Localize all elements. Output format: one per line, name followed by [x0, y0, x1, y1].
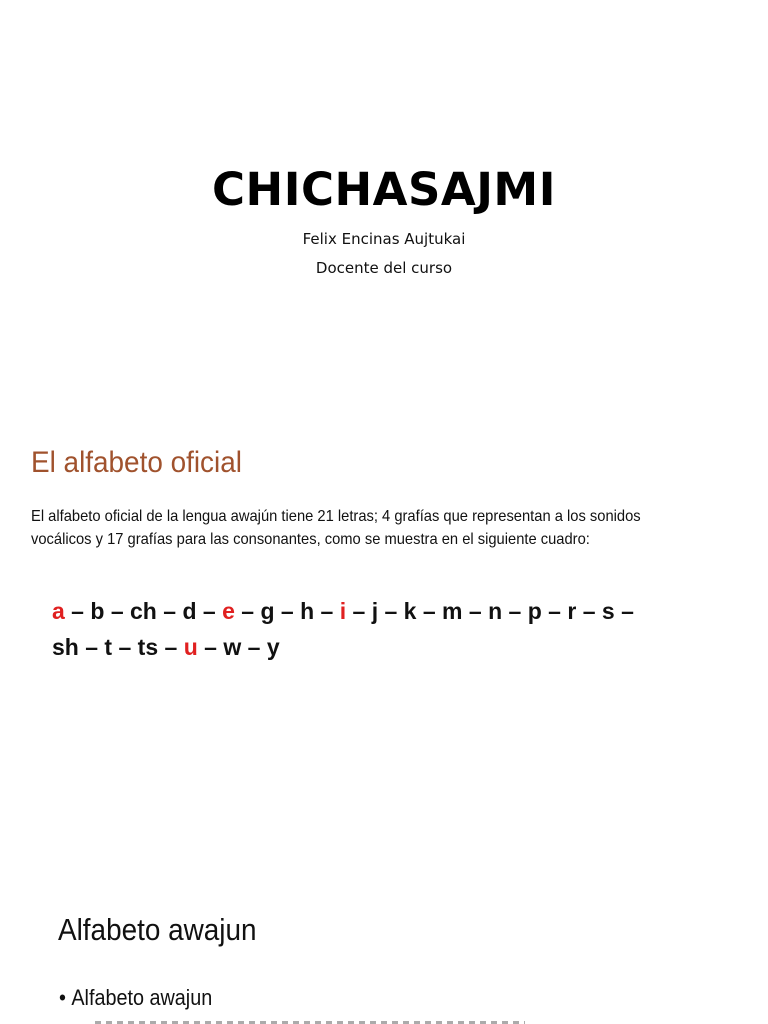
letter-separator: – — [196, 598, 223, 624]
letter-separator: – — [104, 598, 131, 624]
letter-separator: – — [416, 598, 443, 624]
consonant-letter: p — [527, 598, 542, 624]
letter-separator: – — [502, 598, 528, 624]
cover-slide — [0, 0, 768, 330]
letter-separator: – — [346, 598, 372, 624]
consonant-letter: j — [371, 598, 379, 624]
consonant-letter: sh — [52, 634, 79, 660]
consonant-letter: ts — [137, 634, 159, 660]
letter-separator: – — [112, 634, 138, 660]
letter-separator: – — [234, 598, 261, 624]
letter-separator: – — [614, 598, 634, 624]
letter-separator: – — [64, 598, 91, 624]
alphabet-letters — [52, 593, 742, 665]
vowel-letter: e — [222, 598, 235, 624]
consonant-letter: g — [260, 598, 275, 624]
bullet-item — [59, 984, 212, 1012]
letter-separator: – — [541, 598, 568, 624]
consonant-letter: h — [300, 598, 315, 624]
consonant-letter: k — [403, 598, 417, 624]
alphabet-slide — [0, 400, 768, 700]
letter-separator: – — [576, 598, 602, 624]
vowel-letter: a — [52, 598, 65, 624]
consonant-letter: s — [601, 598, 615, 624]
vowel-letter: i — [339, 598, 347, 624]
cover-title: CHICHASAJMI — [212, 163, 556, 216]
consonant-letter: n — [488, 598, 503, 624]
bullet-dot-icon: • — [59, 985, 66, 1010]
consonant-letter: y — [266, 634, 280, 660]
consonant-letter: b — [90, 598, 105, 624]
consonant-letter: m — [442, 598, 463, 624]
bullet-text: Alfabeto awajun — [71, 985, 213, 1010]
letter-separator: – — [158, 634, 184, 660]
author-role: Docente del curso — [315, 259, 453, 277]
letter-separator: – — [156, 598, 183, 624]
author-name: Felix Encinas Aujtukai — [302, 230, 466, 248]
consonant-letter: d — [182, 598, 197, 624]
letter-separator: – — [78, 634, 105, 660]
consonant-letter: r — [567, 598, 577, 624]
consonant-letter: t — [104, 634, 113, 660]
awajun-heading: Alfabeto awajun — [58, 912, 257, 947]
consonant-letter: ch — [130, 598, 157, 624]
letter-separator: – — [241, 634, 267, 660]
letter-separator: – — [274, 598, 301, 624]
alphabet-heading: El alfabeto oficial — [31, 446, 242, 479]
letter-separator: – — [462, 598, 489, 624]
vowel-letter: u — [183, 634, 198, 660]
awajun-slide — [0, 880, 768, 1024]
consonant-letter: w — [223, 634, 242, 660]
letter-separator: – — [378, 598, 404, 624]
alphabet-description: El alfabeto oficial de la lengua awajún tiene 21 letras; 4 grafías que representan a los sonidos vocálicos y 17 grafías para las consonantes, como se muestra en el siguiente cuadro: — [31, 508, 641, 548]
letter-separator: – — [314, 598, 340, 624]
letter-separator: – — [197, 634, 224, 660]
